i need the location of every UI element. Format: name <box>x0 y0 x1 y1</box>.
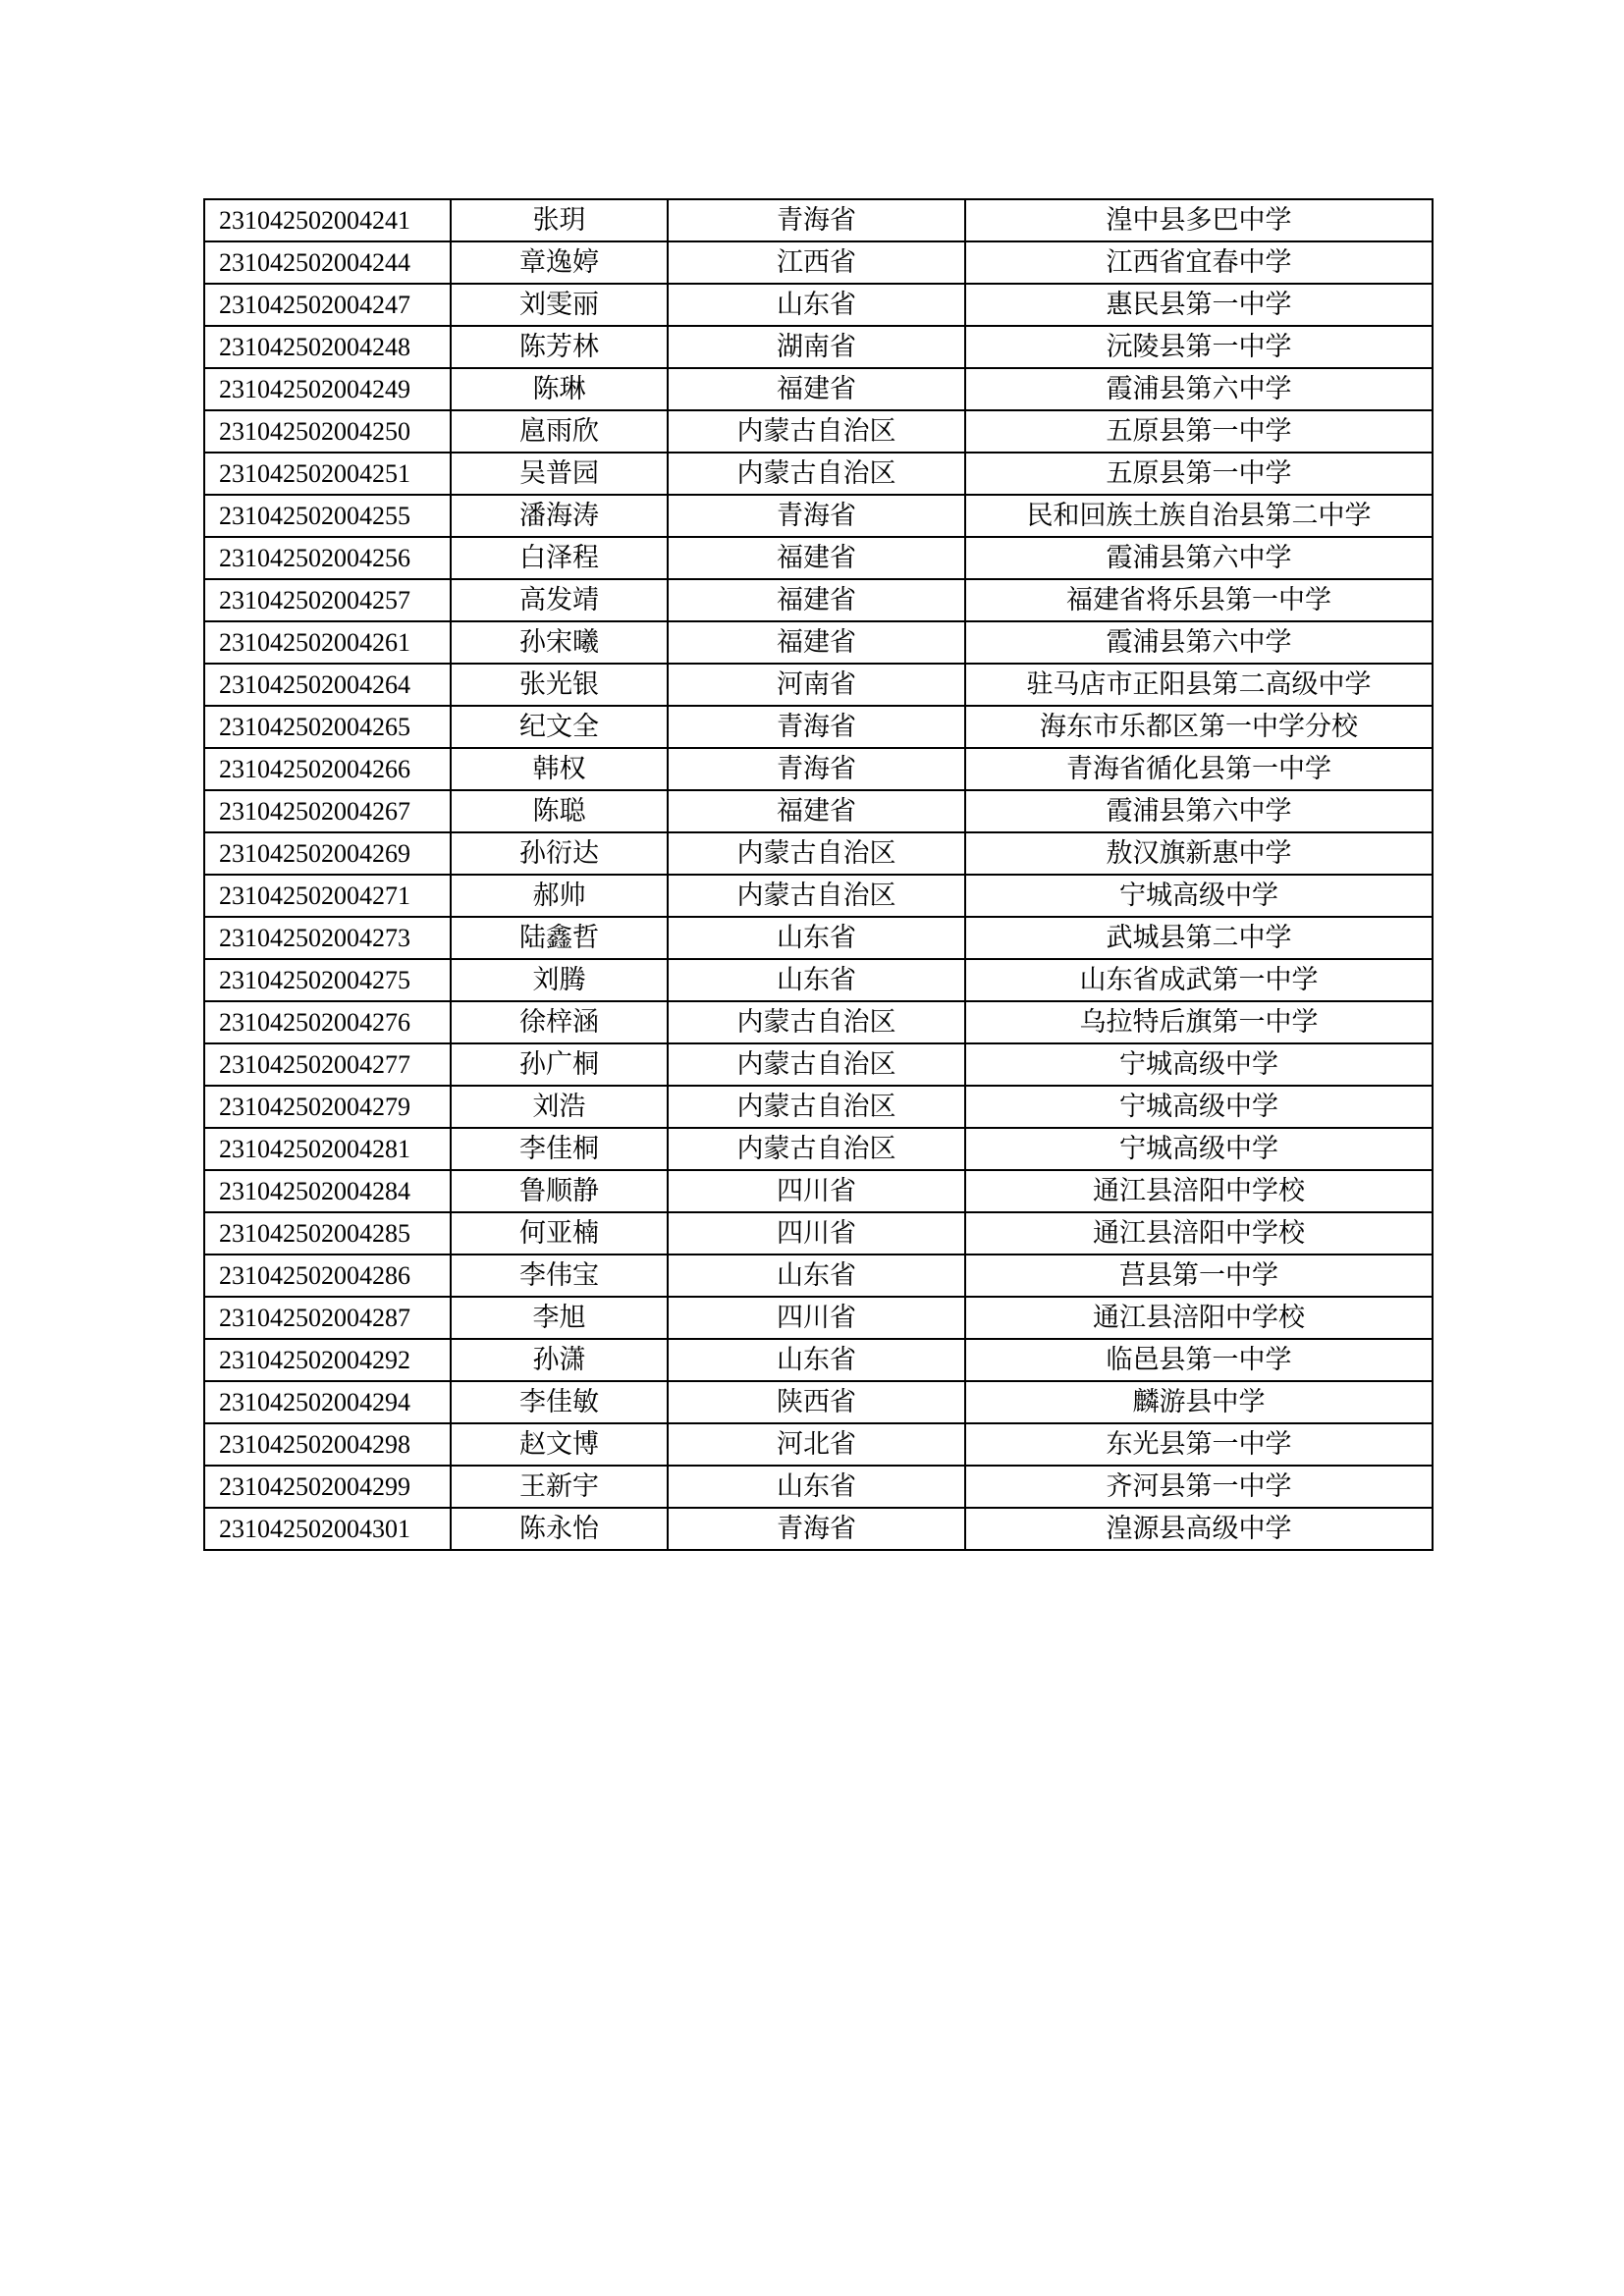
student-id-cell: 231042502004285 <box>204 1212 451 1255</box>
student-name-cell: 陆鑫哲 <box>451 917 668 959</box>
student-id-cell: 231042502004244 <box>204 241 451 284</box>
table-row <box>204 1212 1433 1255</box>
table-row <box>204 1170 1433 1212</box>
student-name-cell: 章逸婷 <box>451 241 668 284</box>
province-cell: 内蒙古自治区 <box>668 875 965 917</box>
student-name-cell: 何亚楠 <box>451 1212 668 1255</box>
student-id-cell: 231042502004271 <box>204 875 451 917</box>
school-cell: 武城县第二中学 <box>965 917 1433 959</box>
school-cell: 麟游县中学 <box>965 1381 1433 1423</box>
student-name-cell: 白泽程 <box>451 537 668 579</box>
student-id-cell: 231042502004265 <box>204 706 451 748</box>
student-name-cell: 张玥 <box>451 199 668 241</box>
table-row <box>204 1255 1433 1297</box>
student-id-cell: 231042502004255 <box>204 495 451 537</box>
table-row <box>204 1001 1433 1043</box>
table-row <box>204 326 1433 368</box>
province-cell: 福建省 <box>668 790 965 832</box>
student-id-cell: 231042502004294 <box>204 1381 451 1423</box>
student-id-cell: 231042502004250 <box>204 410 451 453</box>
school-cell: 山东省成武第一中学 <box>965 959 1433 1001</box>
student-id-cell: 231042502004273 <box>204 917 451 959</box>
province-cell: 河南省 <box>668 664 965 706</box>
province-cell: 四川省 <box>668 1212 965 1255</box>
student-name-cell: 纪文全 <box>451 706 668 748</box>
student-name-cell: 李旭 <box>451 1297 668 1339</box>
student-id-cell: 231042502004277 <box>204 1043 451 1086</box>
province-cell: 青海省 <box>668 495 965 537</box>
student-name-cell: 扈雨欣 <box>451 410 668 453</box>
student-id-cell: 231042502004264 <box>204 664 451 706</box>
table-row <box>204 875 1433 917</box>
student-name-cell: 韩权 <box>451 748 668 790</box>
school-cell: 五原县第一中学 <box>965 410 1433 453</box>
table-row <box>204 579 1433 621</box>
table-row <box>204 1297 1433 1339</box>
school-cell: 齐河县第一中学 <box>965 1466 1433 1508</box>
table-row <box>204 1339 1433 1381</box>
student-id-cell: 231042502004251 <box>204 453 451 495</box>
school-cell: 乌拉特后旗第一中学 <box>965 1001 1433 1043</box>
school-cell: 海东市乐都区第一中学分校 <box>965 706 1433 748</box>
school-cell: 通江县涪阳中学校 <box>965 1297 1433 1339</box>
student-id-cell: 231042502004298 <box>204 1423 451 1466</box>
student-name-cell: 孙广桐 <box>451 1043 668 1086</box>
school-cell: 宁城高级中学 <box>965 875 1433 917</box>
student-name-cell: 张光银 <box>451 664 668 706</box>
student-name-cell: 潘海涛 <box>451 495 668 537</box>
province-cell: 青海省 <box>668 199 965 241</box>
student-name-cell: 陈聪 <box>451 790 668 832</box>
province-cell: 福建省 <box>668 579 965 621</box>
school-cell: 宁城高级中学 <box>965 1043 1433 1086</box>
student-name-cell: 陈永怡 <box>451 1508 668 1550</box>
student-name-cell: 鲁顺静 <box>451 1170 668 1212</box>
school-cell: 五原县第一中学 <box>965 453 1433 495</box>
school-cell: 江西省宜春中学 <box>965 241 1433 284</box>
province-cell: 山东省 <box>668 917 965 959</box>
student-id-cell: 231042502004266 <box>204 748 451 790</box>
province-cell: 山东省 <box>668 1339 965 1381</box>
student-id-cell: 231042502004275 <box>204 959 451 1001</box>
student-id-cell: 231042502004257 <box>204 579 451 621</box>
table-row <box>204 664 1433 706</box>
province-cell: 内蒙古自治区 <box>668 1043 965 1086</box>
school-cell: 宁城高级中学 <box>965 1086 1433 1128</box>
table-row <box>204 284 1433 326</box>
school-cell: 湟源县高级中学 <box>965 1508 1433 1550</box>
province-cell: 青海省 <box>668 1508 965 1550</box>
student-name-cell: 孙衍达 <box>451 832 668 875</box>
table-row <box>204 368 1433 410</box>
student-name-cell: 刘浩 <box>451 1086 668 1128</box>
student-id-cell: 231042502004267 <box>204 790 451 832</box>
province-cell: 山东省 <box>668 1466 965 1508</box>
student-id-cell: 231042502004299 <box>204 1466 451 1508</box>
table-row <box>204 410 1433 453</box>
student-name-cell: 王新宇 <box>451 1466 668 1508</box>
school-cell: 惠民县第一中学 <box>965 284 1433 326</box>
student-name-cell: 刘雯丽 <box>451 284 668 326</box>
school-cell: 通江县涪阳中学校 <box>965 1170 1433 1212</box>
student-id-cell: 231042502004248 <box>204 326 451 368</box>
student-list-table <box>203 198 1434 1551</box>
student-name-cell: 徐梓涵 <box>451 1001 668 1043</box>
table-row <box>204 199 1433 241</box>
province-cell: 四川省 <box>668 1170 965 1212</box>
province-cell: 山东省 <box>668 959 965 1001</box>
table-row <box>204 1128 1433 1170</box>
table-row <box>204 706 1433 748</box>
province-cell: 福建省 <box>668 621 965 664</box>
province-cell: 内蒙古自治区 <box>668 410 965 453</box>
student-id-cell: 231042502004249 <box>204 368 451 410</box>
table-row <box>204 1508 1433 1550</box>
province-cell: 内蒙古自治区 <box>668 1086 965 1128</box>
province-cell: 内蒙古自治区 <box>668 1128 965 1170</box>
school-cell: 民和回族土族自治县第二中学 <box>965 495 1433 537</box>
table-row <box>204 917 1433 959</box>
student-id-cell: 231042502004247 <box>204 284 451 326</box>
student-id-cell: 231042502004256 <box>204 537 451 579</box>
province-cell: 内蒙古自治区 <box>668 1001 965 1043</box>
province-cell: 陕西省 <box>668 1381 965 1423</box>
student-id-cell: 231042502004292 <box>204 1339 451 1381</box>
school-cell: 莒县第一中学 <box>965 1255 1433 1297</box>
province-cell: 福建省 <box>668 368 965 410</box>
student-name-cell: 高发靖 <box>451 579 668 621</box>
table-row <box>204 959 1433 1001</box>
province-cell: 山东省 <box>668 284 965 326</box>
student-name-cell: 孙宋曦 <box>451 621 668 664</box>
student-id-cell: 231042502004269 <box>204 832 451 875</box>
table-row <box>204 1043 1433 1086</box>
table-row <box>204 1466 1433 1508</box>
school-cell: 敖汉旗新惠中学 <box>965 832 1433 875</box>
table-row <box>204 1086 1433 1128</box>
student-name-cell: 李佳敏 <box>451 1381 668 1423</box>
province-cell: 江西省 <box>668 241 965 284</box>
school-cell: 沅陵县第一中学 <box>965 326 1433 368</box>
student-name-cell: 吴普园 <box>451 453 668 495</box>
province-cell: 内蒙古自治区 <box>668 453 965 495</box>
table-row <box>204 453 1433 495</box>
school-cell: 青海省循化县第一中学 <box>965 748 1433 790</box>
student-name-cell: 陈琳 <box>451 368 668 410</box>
school-cell: 东光县第一中学 <box>965 1423 1433 1466</box>
student-id-cell: 231042502004261 <box>204 621 451 664</box>
table-row <box>204 1423 1433 1466</box>
school-cell: 霞浦县第六中学 <box>965 621 1433 664</box>
province-cell: 四川省 <box>668 1297 965 1339</box>
student-name-cell: 李佳桐 <box>451 1128 668 1170</box>
student-name-cell: 刘腾 <box>451 959 668 1001</box>
student-id-cell: 231042502004284 <box>204 1170 451 1212</box>
student-id-cell: 231042502004279 <box>204 1086 451 1128</box>
student-id-cell: 231042502004286 <box>204 1255 451 1297</box>
province-cell: 河北省 <box>668 1423 965 1466</box>
province-cell: 内蒙古自治区 <box>668 832 965 875</box>
student-name-cell: 李伟宝 <box>451 1255 668 1297</box>
province-cell: 青海省 <box>668 748 965 790</box>
student-id-cell: 231042502004276 <box>204 1001 451 1043</box>
student-name-cell: 郝帅 <box>451 875 668 917</box>
province-cell: 湖南省 <box>668 326 965 368</box>
school-cell: 湟中县多巴中学 <box>965 199 1433 241</box>
student-id-cell: 231042502004281 <box>204 1128 451 1170</box>
school-cell: 临邑县第一中学 <box>965 1339 1433 1381</box>
table-row <box>204 748 1433 790</box>
student-id-cell: 231042502004241 <box>204 199 451 241</box>
student-id-cell: 231042502004301 <box>204 1508 451 1550</box>
table-row <box>204 1381 1433 1423</box>
school-cell: 霞浦县第六中学 <box>965 537 1433 579</box>
province-cell: 青海省 <box>668 706 965 748</box>
table-row <box>204 241 1433 284</box>
school-cell: 霞浦县第六中学 <box>965 368 1433 410</box>
school-cell: 霞浦县第六中学 <box>965 790 1433 832</box>
school-cell: 通江县涪阳中学校 <box>965 1212 1433 1255</box>
table-row <box>204 832 1433 875</box>
table-row <box>204 537 1433 579</box>
student-name-cell: 孙潇 <box>451 1339 668 1381</box>
province-cell: 福建省 <box>668 537 965 579</box>
table-row <box>204 495 1433 537</box>
table-row <box>204 621 1433 664</box>
student-name-cell: 陈芳林 <box>451 326 668 368</box>
province-cell: 山东省 <box>668 1255 965 1297</box>
table-body <box>204 199 1433 1550</box>
table-row <box>204 790 1433 832</box>
school-cell: 福建省将乐县第一中学 <box>965 579 1433 621</box>
student-id-cell: 231042502004287 <box>204 1297 451 1339</box>
school-cell: 宁城高级中学 <box>965 1128 1433 1170</box>
school-cell: 驻马店市正阳县第二高级中学 <box>965 664 1433 706</box>
student-name-cell: 赵文博 <box>451 1423 668 1466</box>
